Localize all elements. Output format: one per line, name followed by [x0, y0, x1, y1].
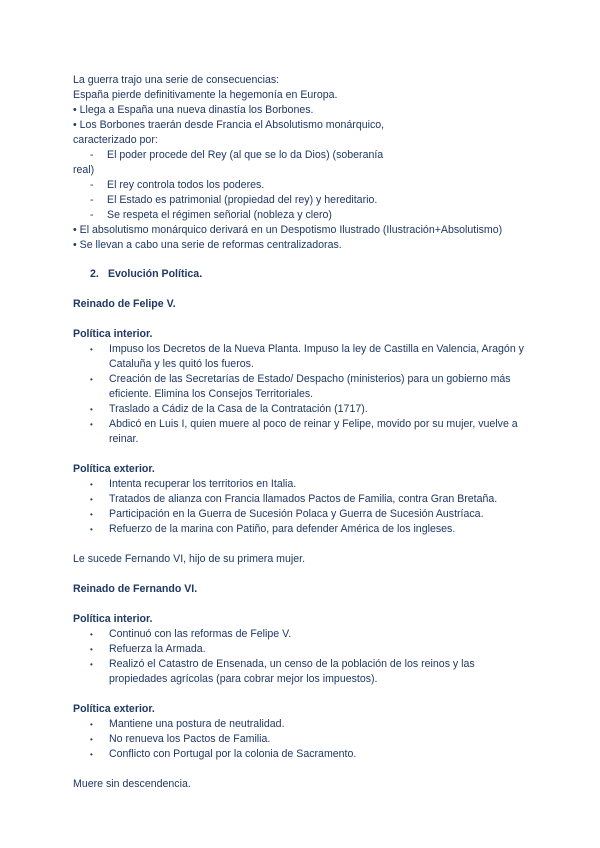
- section-number: 2.: [90, 268, 99, 280]
- absolutism-traits-list: [73, 148, 533, 223]
- list-item-text: Conflicto con Portugal por la colonia de Sacramento.: [109, 748, 357, 760]
- reign-heading-fernando: Reinado de Fernando VI.: [73, 583, 198, 595]
- successor-note: Le sucede Fernando VI, hijo de su primera mujer.: [73, 553, 306, 565]
- fernando-interior-list: [73, 627, 533, 687]
- dash-marker: -: [90, 194, 94, 206]
- bullet-icon: •: [90, 510, 93, 519]
- list-item: [73, 492, 533, 507]
- bullet-icon: •: [90, 735, 93, 744]
- list-item: [73, 732, 533, 747]
- bullet-icon: •: [90, 645, 93, 654]
- list-item: [73, 522, 533, 537]
- intro-line: La guerra trajo una serie de consecuencias:: [73, 74, 280, 86]
- bullet-icon: •: [90, 405, 93, 414]
- list-item-text: El poder procede del Rey (al que se lo da Dios) (soberanía: [107, 149, 384, 161]
- list-item-text: Impuso los Decretos de la Nueva Planta. Impuso la ley de Castilla en Valencia, Aragón y Cataluña y les quitó los fueros.: [109, 343, 524, 370]
- intro-line: • Los Borbones traerán desde Francia el Absolutismo monárquico,: [73, 119, 385, 131]
- list-item: [73, 148, 533, 163]
- bullet-icon: •: [90, 420, 93, 429]
- intro-line: España pierde definitivamente la hegemonía en Europa.: [73, 89, 338, 101]
- list-item: [73, 717, 533, 732]
- fernando-exterior-list: [73, 717, 533, 762]
- list-item-text: No renueva los Pactos de Familia.: [109, 733, 271, 745]
- bullet-icon: •: [90, 495, 93, 504]
- list-item: [73, 747, 533, 762]
- list-item-text: Refuerza la Armada.: [109, 643, 206, 655]
- list-item: [73, 372, 533, 402]
- list-item-text: Traslado a Cádiz de la Casa de la Contratación (1717).: [109, 403, 368, 415]
- bullet-icon: •: [90, 750, 93, 759]
- felipe-interior-list: [73, 342, 533, 447]
- dash-marker: -: [90, 149, 94, 161]
- list-item: [73, 477, 533, 492]
- subheading-exterior: Política exterior.: [73, 703, 155, 715]
- list-item-text: Creación de las Secretarías de Estado/ Despacho (ministerios) para un gobierno más eficiente. Elimina los Consejos Territoriales.: [109, 373, 511, 400]
- dash-marker: -: [90, 179, 94, 191]
- intro-line: caracterizado por:: [73, 134, 158, 146]
- list-item-text: Intenta recuperar los territorios en Italia.: [109, 478, 297, 490]
- list-item-text: Realizó el Catastro de Ensenada, un censo de la población de los reinos y las propiedades agrícolas (para cobrar mejor los impuestos).: [109, 658, 475, 685]
- list-item: [73, 417, 533, 447]
- subheading-interior: Política interior.: [73, 328, 153, 340]
- list-item-text: Tratados de alianza con Francia llamados Pactos de Familia, contra Gran Bretaña.: [109, 493, 498, 505]
- list-item-text: El Estado es patrimonial (propiedad del rey) y hereditario.: [107, 194, 378, 206]
- list-item: [73, 178, 533, 193]
- bullet-icon: •: [90, 375, 93, 384]
- dash-marker: -: [90, 209, 94, 221]
- list-item: [73, 627, 533, 642]
- list-item-text: Mantiene una postura de neutralidad.: [109, 718, 285, 730]
- list-item-text: El rey controla todos los poderes.: [107, 179, 265, 191]
- list-item-text: Se respeta el régimen señorial (nobleza y clero): [107, 209, 332, 221]
- list-item-text: Continuó con las reformas de Felipe V.: [109, 628, 292, 640]
- list-item: [73, 507, 533, 522]
- ending-note: Muere sin descendencia.: [73, 778, 191, 790]
- list-item: [73, 402, 533, 417]
- list-item-text: Refuerzo de la marina con Patiño, para defender América de los ingleses.: [109, 523, 456, 535]
- section-title: Evolución Política.: [107, 268, 203, 280]
- bullet-icon: •: [90, 480, 93, 489]
- intro-line: • Se llevan a cabo una serie de reformas centralizadoras.: [73, 239, 342, 251]
- subheading-exterior: Política exterior.: [73, 463, 155, 475]
- bullet-icon: •: [90, 660, 93, 669]
- list-item: [73, 208, 533, 223]
- intro-line: • Llega a España una nueva dinastía los Borbones.: [73, 104, 314, 116]
- list-item: [73, 642, 533, 657]
- bullet-icon: •: [90, 525, 93, 534]
- subheading-interior: Política interior.: [73, 613, 153, 625]
- list-item-text: Participación en la Guerra de Sucesión Polaca y Guerra de Sucesión Austríaca.: [109, 508, 484, 520]
- list-item: [73, 193, 533, 208]
- bullet-icon: •: [90, 720, 93, 729]
- intro-line: • El absolutismo monárquico derivará en un Despotismo Ilustrado (Ilustración+Absolutismo): [73, 224, 503, 236]
- list-item: [73, 342, 533, 372]
- bullet-icon: •: [90, 345, 93, 354]
- bullet-icon: •: [90, 630, 93, 639]
- list-item: [73, 657, 533, 687]
- list-item-continuation: real): [73, 164, 95, 176]
- list-item-text: Abdicó en Luis I, quien muere al poco de reinar y Felipe, movido por su mujer, vuelve a reinar.: [109, 418, 518, 445]
- document-content: [73, 73, 533, 792]
- reign-heading-felipe: Reinado de Felipe V.: [73, 298, 176, 310]
- felipe-exterior-list: [73, 477, 533, 537]
- section-heading: [73, 267, 533, 282]
